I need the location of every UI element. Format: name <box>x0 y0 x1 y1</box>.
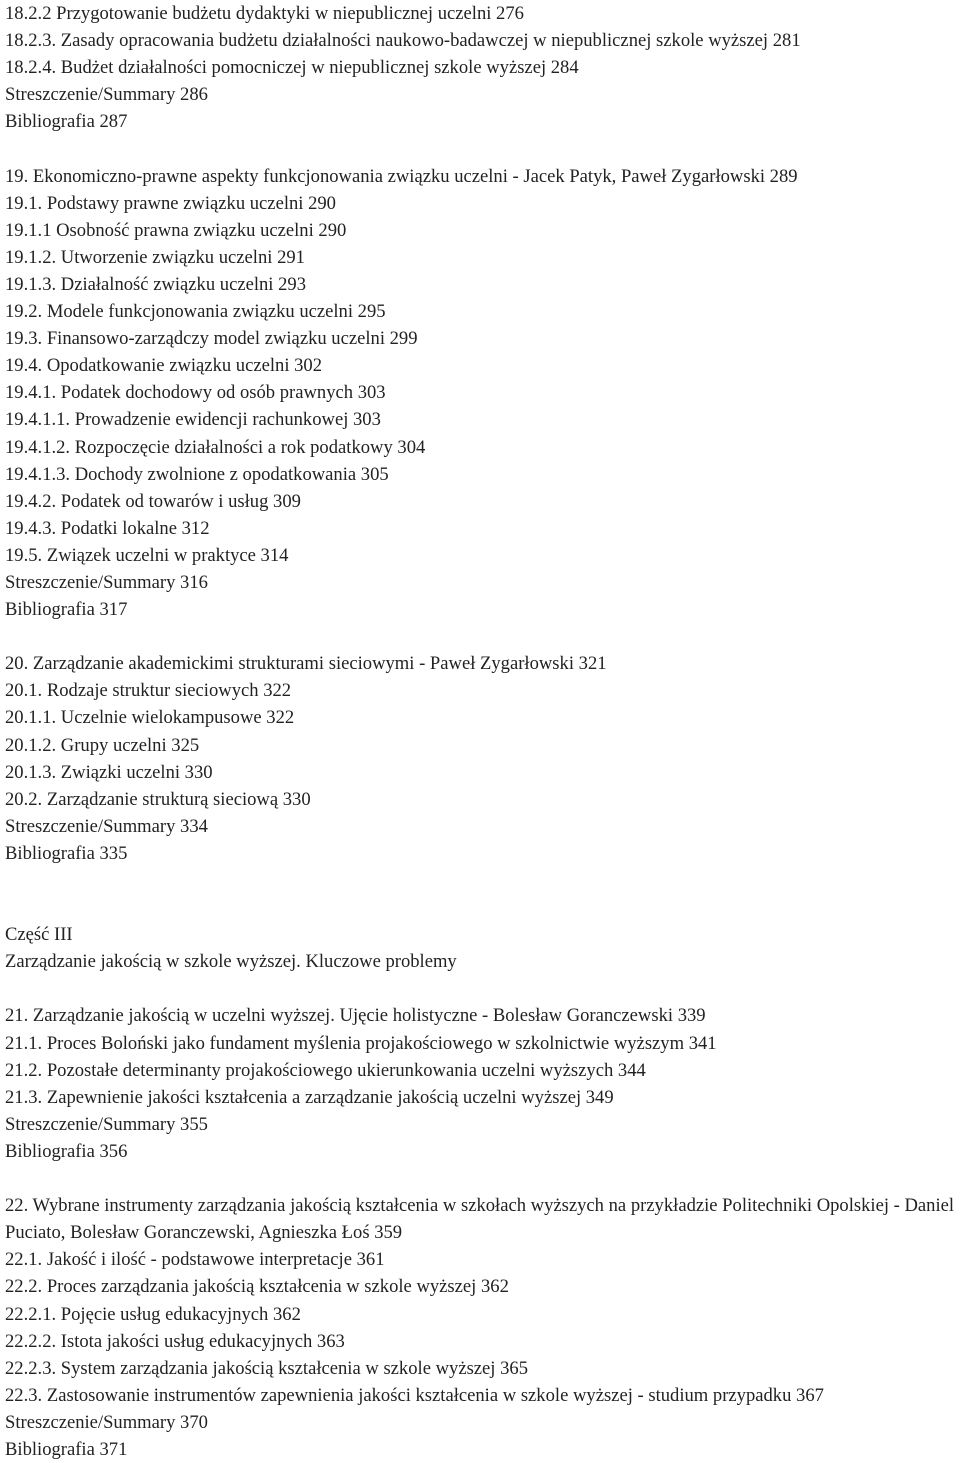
table-of-contents <box>5 0 957 1463</box>
section-spacer <box>5 867 957 921</box>
toc-entry: Bibliografia 287 <box>5 111 128 133</box>
toc-entry: Streszczenie/Summary 370 <box>5 1411 208 1433</box>
part-subtitle: Zarządzanie jakością w szkole wyższej. Kluczowe problemy <box>5 951 457 973</box>
toc-section-18 <box>5 0 957 135</box>
toc-entry: 22.2. Proces zarządzania jakością kształcenia w szkole wyższej 362 <box>5 1276 509 1298</box>
toc-section-22 <box>5 1192 957 1463</box>
toc-entry: 19.1.2. Utworzenie związku uczelni 291 <box>5 246 305 268</box>
toc-entry: 22.2.3. System zarządzania jakością kształcenia w szkole wyższej 365 <box>5 1357 529 1379</box>
section-spacer <box>5 975 957 1002</box>
toc-entry: 19.1. Podstawy prawne związku uczelni 290 <box>5 192 336 214</box>
toc-entry: Bibliografia 356 <box>5 1140 128 1162</box>
toc-entry: 20.1.2. Grupy uczelni 325 <box>5 734 200 756</box>
toc-chapter-heading: 22. Wybrane instrumenty zarządzania jakością kształcenia w szkołach wyższych na przykładzie Politechniki Opolskiej - Daniel Puciato, Bolesław Goranczewski, Agnieszka Łoś 359 <box>5 1195 955 1244</box>
toc-chapter-heading: 21. Zarządzanie jakością w uczelni wyższej. Ujęcie holistyczne - Bolesław Goranczewski 339 <box>5 1005 706 1027</box>
toc-entry: Streszczenie/Summary 334 <box>5 815 208 837</box>
toc-section-19 <box>5 163 957 624</box>
toc-section-20 <box>5 650 957 867</box>
toc-entry: 20.1.1. Uczelnie wielokampusowe 322 <box>5 707 295 729</box>
toc-entry: 19.5. Związek uczelni w praktyce 314 <box>5 544 289 566</box>
toc-entry: 18.2.3. Zasady opracowania budżetu działalności naukowo-badawczej w niepublicznej szkole wyższej 281 <box>5 30 801 52</box>
toc-entry: 19.2. Modele funkcjonowania związku uczelni 295 <box>5 301 386 323</box>
toc-entry: 22.1. Jakość i ilość - podstawowe interpretacje 361 <box>5 1249 385 1271</box>
section-spacer <box>5 1165 957 1192</box>
toc-entry: 19.4.1. Podatek dochodowy od osób prawnych 303 <box>5 382 386 404</box>
toc-entry: Streszczenie/Summary 355 <box>5 1113 208 1135</box>
toc-entry: Bibliografia 335 <box>5 842 128 864</box>
toc-entry: 19.3. Finansowo-zarządczy model związku uczelni 299 <box>5 328 418 350</box>
toc-entry: 21.1. Proces Boloński jako fundament myślenia projakościowego w szkolnictwie wyższym 341 <box>5 1032 717 1054</box>
toc-entry: 20.1.3. Związki uczelni 330 <box>5 761 213 783</box>
toc-entry: Streszczenie/Summary 316 <box>5 571 208 593</box>
toc-entry: Bibliografia 371 <box>5 1438 128 1460</box>
toc-chapter-heading: 20. Zarządzanie akademickimi strukturami sieciowymi - Paweł Zygarłowski 321 <box>5 653 607 675</box>
toc-entry: 20.2. Zarządzanie strukturą sieciową 330 <box>5 788 311 810</box>
toc-entry: 22.2.2. Istota jakości usług edukacyjnych 363 <box>5 1330 345 1352</box>
toc-entry: 20.1. Rodzaje struktur sieciowych 322 <box>5 680 292 702</box>
toc-entry: Bibliografia 317 <box>5 599 128 621</box>
toc-section-21 <box>5 1002 957 1165</box>
toc-part-3-heading <box>5 921 957 975</box>
section-spacer <box>5 623 957 650</box>
section-spacer <box>5 135 957 162</box>
toc-entry: 22.2.1. Pojęcie usług edukacyjnych 362 <box>5 1303 301 1325</box>
toc-entry: 19.4.2. Podatek od towarów i usług 309 <box>5 490 301 512</box>
toc-entry: 19.4.1.1. Prowadzenie ewidencji rachunkowej 303 <box>5 409 381 431</box>
toc-entry: Streszczenie/Summary 286 <box>5 84 208 106</box>
part-title: Część III <box>5 924 73 946</box>
toc-entry: 21.3. Zapewnienie jakości kształcenia a zarządzanie jakością uczelni wyższej 349 <box>5 1086 614 1108</box>
toc-entry: 18.2.2 Przygotowanie budżetu dydaktyki w niepublicznej uczelni 276 <box>5 3 524 24</box>
toc-entry: 22.3. Zastosowanie instrumentów zapewnienia jakości kształcenia w szkole wyższej - studium przypadku 367 <box>5 1384 824 1406</box>
toc-chapter-heading: 19. Ekonomiczno-prawne aspekty funkcjonowania związku uczelni - Jacek Patyk, Paweł Zygarłowski 289 <box>5 165 798 187</box>
toc-entry: 19.1.3. Działalność związku uczelni 293 <box>5 273 307 295</box>
toc-entry: 19.4.1.2. Rozpoczęcie działalności a rok podatkowy 304 <box>5 436 426 458</box>
toc-entry: 19.1.1 Osobność prawna związku uczelni 290 <box>5 219 347 241</box>
toc-entry: 19.4.1.3. Dochody zwolnione z opodatkowania 305 <box>5 463 389 485</box>
toc-entry: 19.4. Opodatkowanie związku uczelni 302 <box>5 355 323 377</box>
toc-entry: 21.2. Pozostałe determinanty projakościowego ukierunkowania uczelni wyższych 344 <box>5 1059 646 1081</box>
toc-entry: 18.2.4. Budżet działalności pomocniczej w niepublicznej szkole wyższej 284 <box>5 57 579 79</box>
toc-entry: 19.4.3. Podatki lokalne 312 <box>5 517 210 539</box>
